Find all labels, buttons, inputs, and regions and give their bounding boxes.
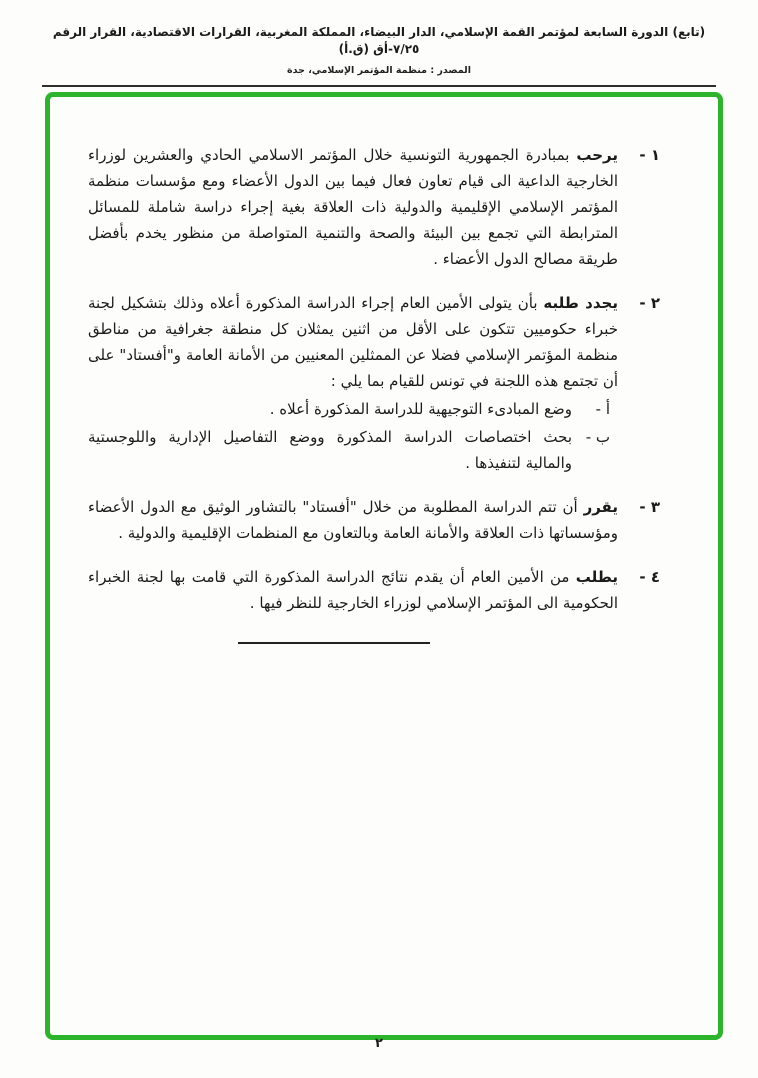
resolution-item-1 bbox=[88, 142, 660, 272]
resolution-item-3 bbox=[88, 494, 660, 546]
sub-item-text: وضع المبادىء التوجيهية للدراسة المذكورة أعلاه . bbox=[269, 400, 572, 418]
item-number: ٣ - bbox=[639, 498, 660, 516]
sub-item-text: بحث اختصاصات الدراسة المذكورة ووضع التفاصيل الإدارية واللوجستية والمالية لتنفيذها . bbox=[88, 428, 572, 472]
section-end-rule bbox=[238, 642, 430, 644]
document-source-line: المصدر : منظمة المؤتمر الإسلامي، جدة bbox=[287, 64, 471, 76]
item-text: بأن يتولى الأمين العام إجراء الدراسة المذكورة أعلاه وذلك بتشكيل لجنة خبراء حكوميين تتكون على الأقل من اثنين يمثلان كل منطقة جغرافية من مناطق منظمة المؤتمر الإسلامي فضلا عن الممثلين المعنيين من الأمانة العامة و"أفستاد" على أن تجتمع هذه اللجنة في تونس للقيام بما يلي : bbox=[88, 294, 618, 390]
resolution-item-4 bbox=[88, 564, 660, 616]
item-text: من الأمين العام أن يقدم نتائج الدراسة المذكورة التي قامت بها لجنة الخبراء الحكومية الى المؤتمر الإسلامي لوزراء الخارجية للنظر فيها . bbox=[88, 568, 618, 612]
item-number: ٤ - bbox=[639, 568, 660, 586]
item-paragraph bbox=[88, 142, 618, 272]
item-lead-word: يقرر bbox=[583, 498, 618, 516]
sub-item-marker: أ - bbox=[595, 400, 610, 418]
item-paragraph bbox=[88, 564, 618, 616]
sub-item-a bbox=[88, 396, 610, 422]
document-header bbox=[36, 24, 722, 76]
item-number: ٢ - bbox=[639, 294, 660, 312]
document-header-title: (تابع) الدورة السابعة لمؤتمر القمة الإسلامي، الدار البيضاء، المملكة المغربية، القرارات الاقتصادية، القرار الرقم ٧/٢٥-أق (ق.أ) bbox=[52, 25, 706, 57]
resolution-item-2 bbox=[88, 290, 660, 476]
header-divider-rule bbox=[42, 85, 716, 87]
item-text: بمبادرة الجمهورية التونسية خلال المؤتمر الاسلامي الحادي والعشرين لوزراء الخارجية الداعية الى قيام تعاون فعال فيما بين الدول الأعضاء ومع مؤسسات منظمة المؤتمر الإسلامي الإقليمية والدولية ذات العلاقة بغية إجراء دراسة شاملة للمسائل المترابطة التي تجمع بين البيئة والصحة والتنمية المتواصلة من منظور يخدم بأفضل طريقة مصالح الدول الأعضاء . bbox=[88, 146, 618, 268]
item-lead-word: يطلب bbox=[575, 568, 618, 586]
item-paragraph bbox=[88, 290, 618, 476]
page-number: ٢ bbox=[375, 1036, 383, 1051]
item-lead-word: يرحب bbox=[576, 146, 619, 164]
item-paragraph bbox=[88, 494, 618, 546]
item-main-text bbox=[88, 290, 618, 394]
item-number: ١ - bbox=[639, 146, 660, 164]
item-lead-word: يجدد طلبه bbox=[543, 294, 618, 312]
item-text: أن تتم الدراسة المطلوبة من خلال "أفستاد" بالتشاور الوثيق مع الدول الأعضاء ومؤسساتها ذات العلاقة والأمانة العامة وبالتعاون مع المنظمات الإقليمية والدولية . bbox=[88, 498, 618, 542]
sub-item-b bbox=[88, 424, 610, 476]
document-body bbox=[88, 142, 660, 644]
sub-item-marker: ب - bbox=[585, 428, 610, 446]
sub-item-list bbox=[88, 396, 610, 476]
